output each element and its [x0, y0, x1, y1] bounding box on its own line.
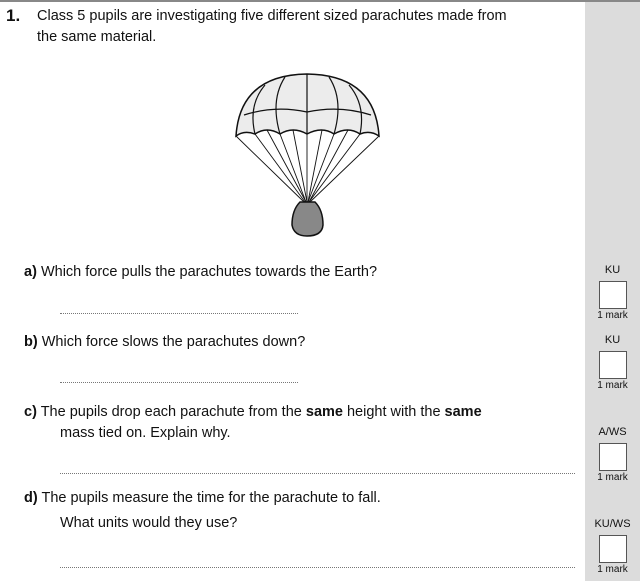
- mark-box-a: [585, 264, 640, 321]
- part-c-text-pre: The pupils drop each parachute from the: [40, 404, 306, 420]
- mark-checkbox-d[interactable]: [599, 535, 627, 563]
- mark-box-b: [585, 334, 640, 391]
- mark-type-c: A/WS: [598, 426, 627, 438]
- mark-type-a: KU: [604, 264, 621, 276]
- part-a-letter: a): [24, 264, 37, 280]
- part-c-bold2: same: [444, 404, 482, 420]
- mark-type-d: KU/WS: [594, 518, 631, 530]
- answer-line-c[interactable]: [60, 473, 575, 474]
- part-a-question: [24, 262, 377, 283]
- mark-label-d: 1 mark: [597, 564, 628, 575]
- part-a-text: Which force pulls the parachutes towards the Earth?: [40, 264, 378, 280]
- mark-checkbox-a[interactable]: [599, 281, 627, 309]
- part-c-question: [24, 402, 482, 423]
- question-intro-line1: Class 5 pupils are investigating five different sized parachutes made from: [37, 8, 507, 24]
- mark-type-b: KU: [604, 334, 621, 346]
- part-d-letter: d): [24, 490, 38, 506]
- part-b-text: Which force slows the parachutes down?: [41, 334, 306, 350]
- part-c-bold1: same: [305, 404, 343, 420]
- mark-label-a: 1 mark: [597, 310, 628, 321]
- answer-line-b[interactable]: [60, 382, 298, 383]
- part-d-text: The pupils measure the time for the parachute to fall.: [41, 490, 381, 506]
- answer-line-d[interactable]: [60, 567, 575, 568]
- mark-box-d: [585, 518, 640, 575]
- mark-checkbox-c[interactable]: [599, 443, 627, 471]
- mark-checkbox-b[interactable]: [599, 351, 627, 379]
- mark-box-c: [585, 426, 640, 483]
- parachute-illustration: [230, 70, 385, 240]
- part-c-letter: c): [24, 404, 37, 420]
- answer-line-a[interactable]: [60, 313, 298, 314]
- question-number: 1.: [6, 6, 21, 25]
- part-c-line2: mass tied on. Explain why.: [60, 425, 231, 441]
- part-c-text-mid: height with the: [342, 404, 445, 420]
- question-intro-line2: the same material.: [37, 29, 157, 45]
- part-d-question: [24, 488, 381, 509]
- top-border: [0, 0, 640, 2]
- mark-label-c: 1 mark: [597, 472, 628, 483]
- mark-label-b: 1 mark: [597, 380, 628, 391]
- part-b-question: [24, 332, 305, 353]
- part-d-line2: What units would they use?: [60, 515, 238, 531]
- part-b-letter: b): [24, 334, 38, 350]
